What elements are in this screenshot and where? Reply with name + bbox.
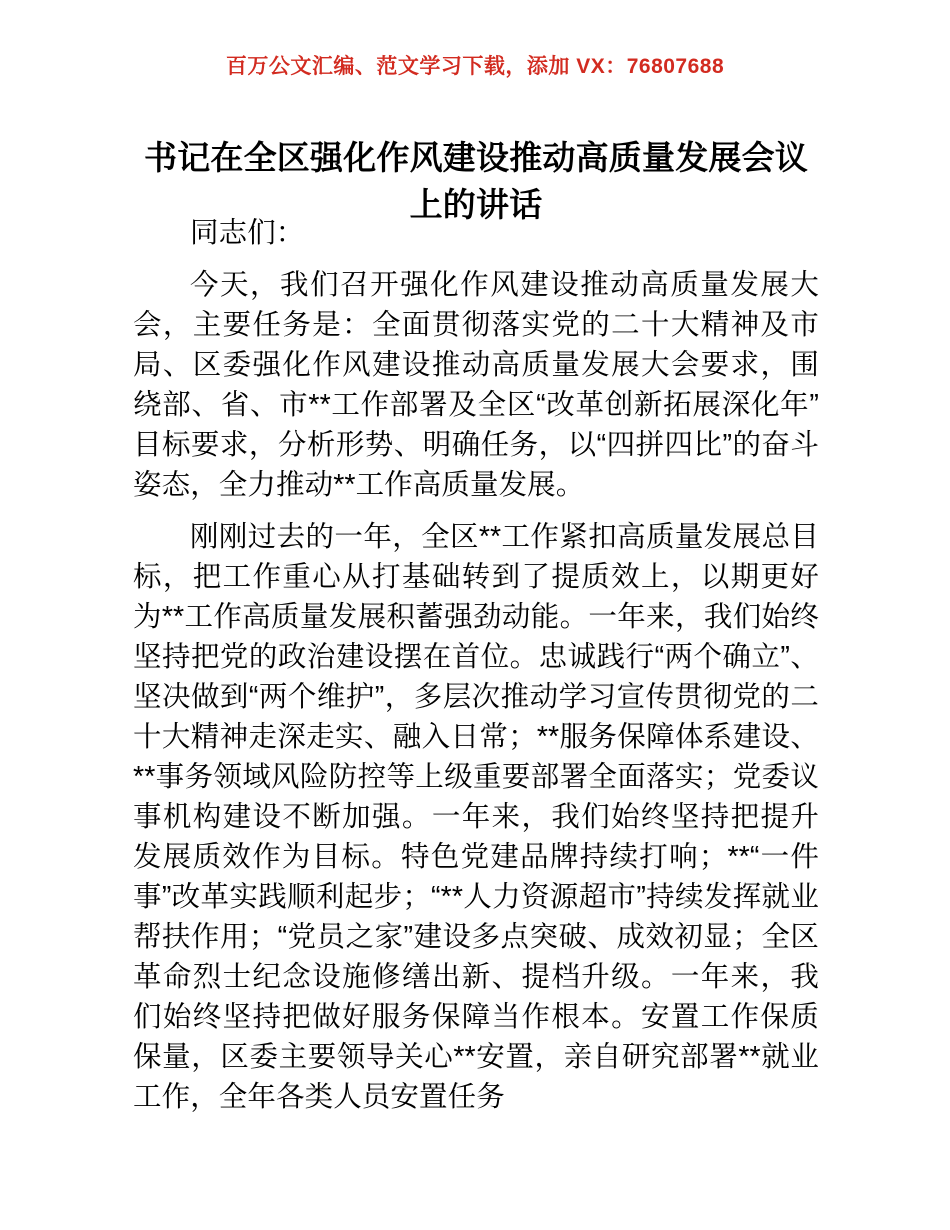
document-body bbox=[133, 213, 819, 1117]
document-title: 书记在全区强化作风建设推动高质量发展会议上的讲话 bbox=[144, 139, 808, 224]
promo-header bbox=[0, 52, 950, 84]
paragraph-salutation: 同志们： bbox=[190, 217, 305, 249]
paragraph-1: 今天，我们召开强化作风建设推动高质量发展大会，主要任务是：全面贯彻落实党的二十大精神及市局、区委强化作风建设推动高质量发展大会要求，围绕部、省、市**工作部署及全区“改革创新拓展深化年”目标要求，分析形势、明确任务，以“四拼四比”的奋斗姿态，全力推动**工作高质量发展。 bbox=[133, 269, 819, 501]
paragraph-2: 刚刚过去的一年，全区**工作紧扣高质量发展总目标，把工作重心从打基础转到了提质效上，以期更好为**工作高质量发展积蓄强劲动能。一年来，我们始终坚持把党的政治建设摆在首位。忠诚践行“两个确立”、坚决做到“两个维护”，多层次推动学习宣传贯彻党的二十大精神走深走实、融入日常；**服务保障体系建设、**事务领域风险防控等上级重要部署全面落实；党委议事机构建设不断加强。一年来，我们始终坚持把提升发展质效作为目标。特色党建品牌持续打响；**“一件事”改革实践顺利起步；“**人力资源超市”持续发挥就业帮扶作用；“党员之家”建设多点突破、成效初显；全区革命烈士纪念设施修缮出新、提档升级。一年来，我们始终坚持把做好服务保障当作根本。安置工作保质保量，区委主要领导关心**安置，亲自研究部署**就业工作，全年各类人员安置任务 bbox=[133, 521, 819, 1113]
promo-header-text: 百万公文汇编、范文学习下载，添加 VX：76807688 bbox=[225, 55, 725, 78]
